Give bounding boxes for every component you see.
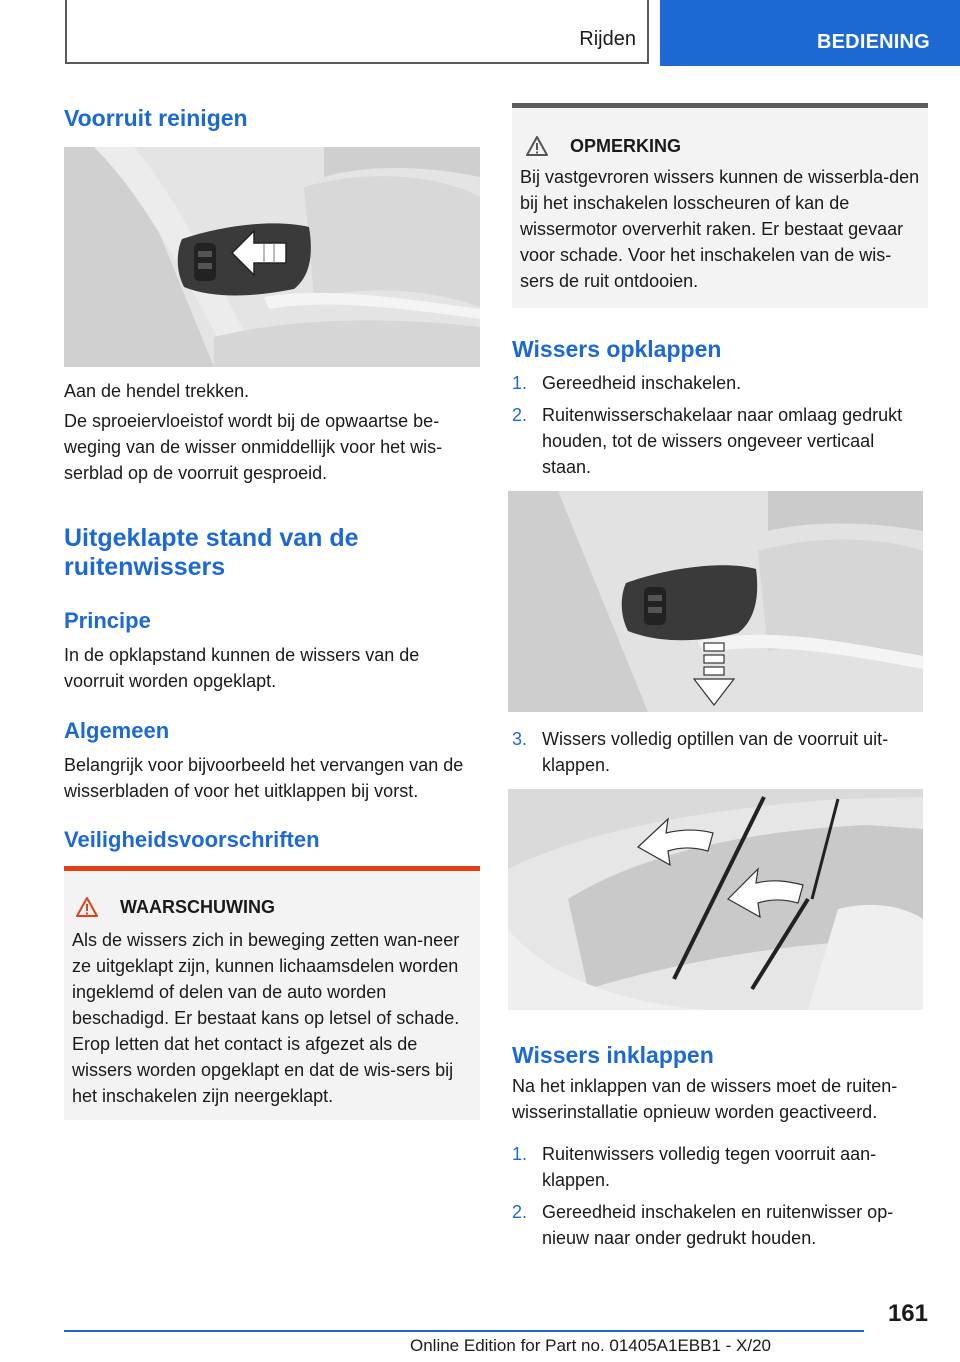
header-tab-bediening[interactable]: BEDIENING (660, 0, 960, 66)
text-inklappen: Na het inklappen van de wissers moet de ruiten-wisserinstallatie opnieuw worden geactiveerd. (512, 1076, 898, 1122)
step-3 (512, 726, 912, 778)
step-2 (512, 402, 912, 480)
page-number: 161 (887, 1300, 928, 1327)
note-box (512, 103, 928, 308)
text-principle: In de opklapstand kunnen de wissers van de voorruit worden opgeklapt. (64, 645, 420, 691)
steps-opklappen-a (512, 370, 930, 486)
text-pull-lever: Aan de hendel trekken. (64, 381, 250, 401)
step-number: 1. (512, 373, 528, 393)
steps-inklappen (512, 1141, 930, 1257)
heading-wissers-inklappen: Wissers inklappen (512, 1042, 714, 1068)
footer-rule (64, 1330, 864, 1332)
step-1 (512, 370, 930, 396)
warning-triangle-icon (76, 897, 98, 917)
step-text: Gereedheid inschakelen. (542, 373, 742, 393)
step-text: Ruitenwissers volledig tegen voorruit aan-klappen. (542, 1144, 877, 1190)
note-label: OPMERKING (570, 135, 682, 156)
step-number: 1. (512, 1144, 528, 1164)
step-text: Ruitenwisserschakelaar naar omlaag gedrukt houden, tot de wissers ongeveer verticaal staan. (542, 405, 903, 477)
header-section-label: Rijden (579, 28, 636, 50)
heading-wissers-opklappen: Wissers opklappen (512, 336, 722, 362)
text-general: Belangrijk voor bijvoorbeeld het vervangen van de wisserbladen of voor het uitklappen bij vorst. (64, 755, 464, 801)
subheading-veiligheidsvoorschriften: Veiligheidsvoorschriften (64, 827, 320, 852)
text-washer-fluid: De sproeiervloeistof wordt bij de opwaartse be-weging van de wisser onmiddellijk voor het wis-serblad op de voorruit gesproeid. (64, 411, 443, 483)
subheading-algemeen: Algemeen (64, 718, 170, 743)
step-2 (512, 1199, 912, 1251)
steps-opklappen-b (512, 726, 930, 784)
header-frame (65, 0, 649, 64)
note-triangle-icon (526, 136, 548, 156)
step-text: Wissers volledig optillen van de voorruit uit-klappen. (542, 729, 889, 775)
step-number: 2. (512, 405, 528, 425)
warning-text: Als de wissers zich in beweging zetten wan-neer ze uitgeklapt zijn, kunnen lichaamsdelen worden ingeklemd of delen van de auto worden beschadigd. Er bestaat kans op letsel of schade. Erop letten dat het contact is afgezet als de wissers worden opgeklapt en dat de wis-sers bij het inschakelen zijn neergeklapt. (72, 930, 460, 1106)
warning-label: WAARSCHUWING (120, 896, 275, 917)
image-wiper-stalk-down (508, 491, 923, 712)
image-wipers-raised (508, 789, 923, 1010)
warning-box (64, 866, 480, 1120)
heading-voorruit-reinigen: Voorruit reinigen (64, 105, 248, 131)
step-1 (512, 1141, 912, 1193)
heading-uitgeklapte-stand: Uitgeklapte stand van de ruitenwissers (64, 524, 359, 581)
footer-edition: Online Edition for Part no. 01405A1EBB1 - X/20 (410, 1336, 772, 1355)
note-header (512, 108, 928, 158)
note-text: Bij vastgevroren wissers kunnen de wisserbla-den bij het inschakelen losscheuren of kan de wissermotor oververhit raken. Er bestaat gevaar voor schade. Voor het inschakelen van de wis-sers de ruit ontdooien. (520, 167, 920, 291)
step-number: 2. (512, 1202, 528, 1222)
warning-header (64, 871, 480, 921)
image-wiper-stalk-pull (64, 147, 480, 367)
step-number: 3. (512, 729, 528, 749)
step-text: Gereedheid inschakelen en ruitenwisser op-nieuw naar onder gedrukt houden. (542, 1202, 894, 1248)
subheading-principe: Principe (64, 608, 151, 633)
